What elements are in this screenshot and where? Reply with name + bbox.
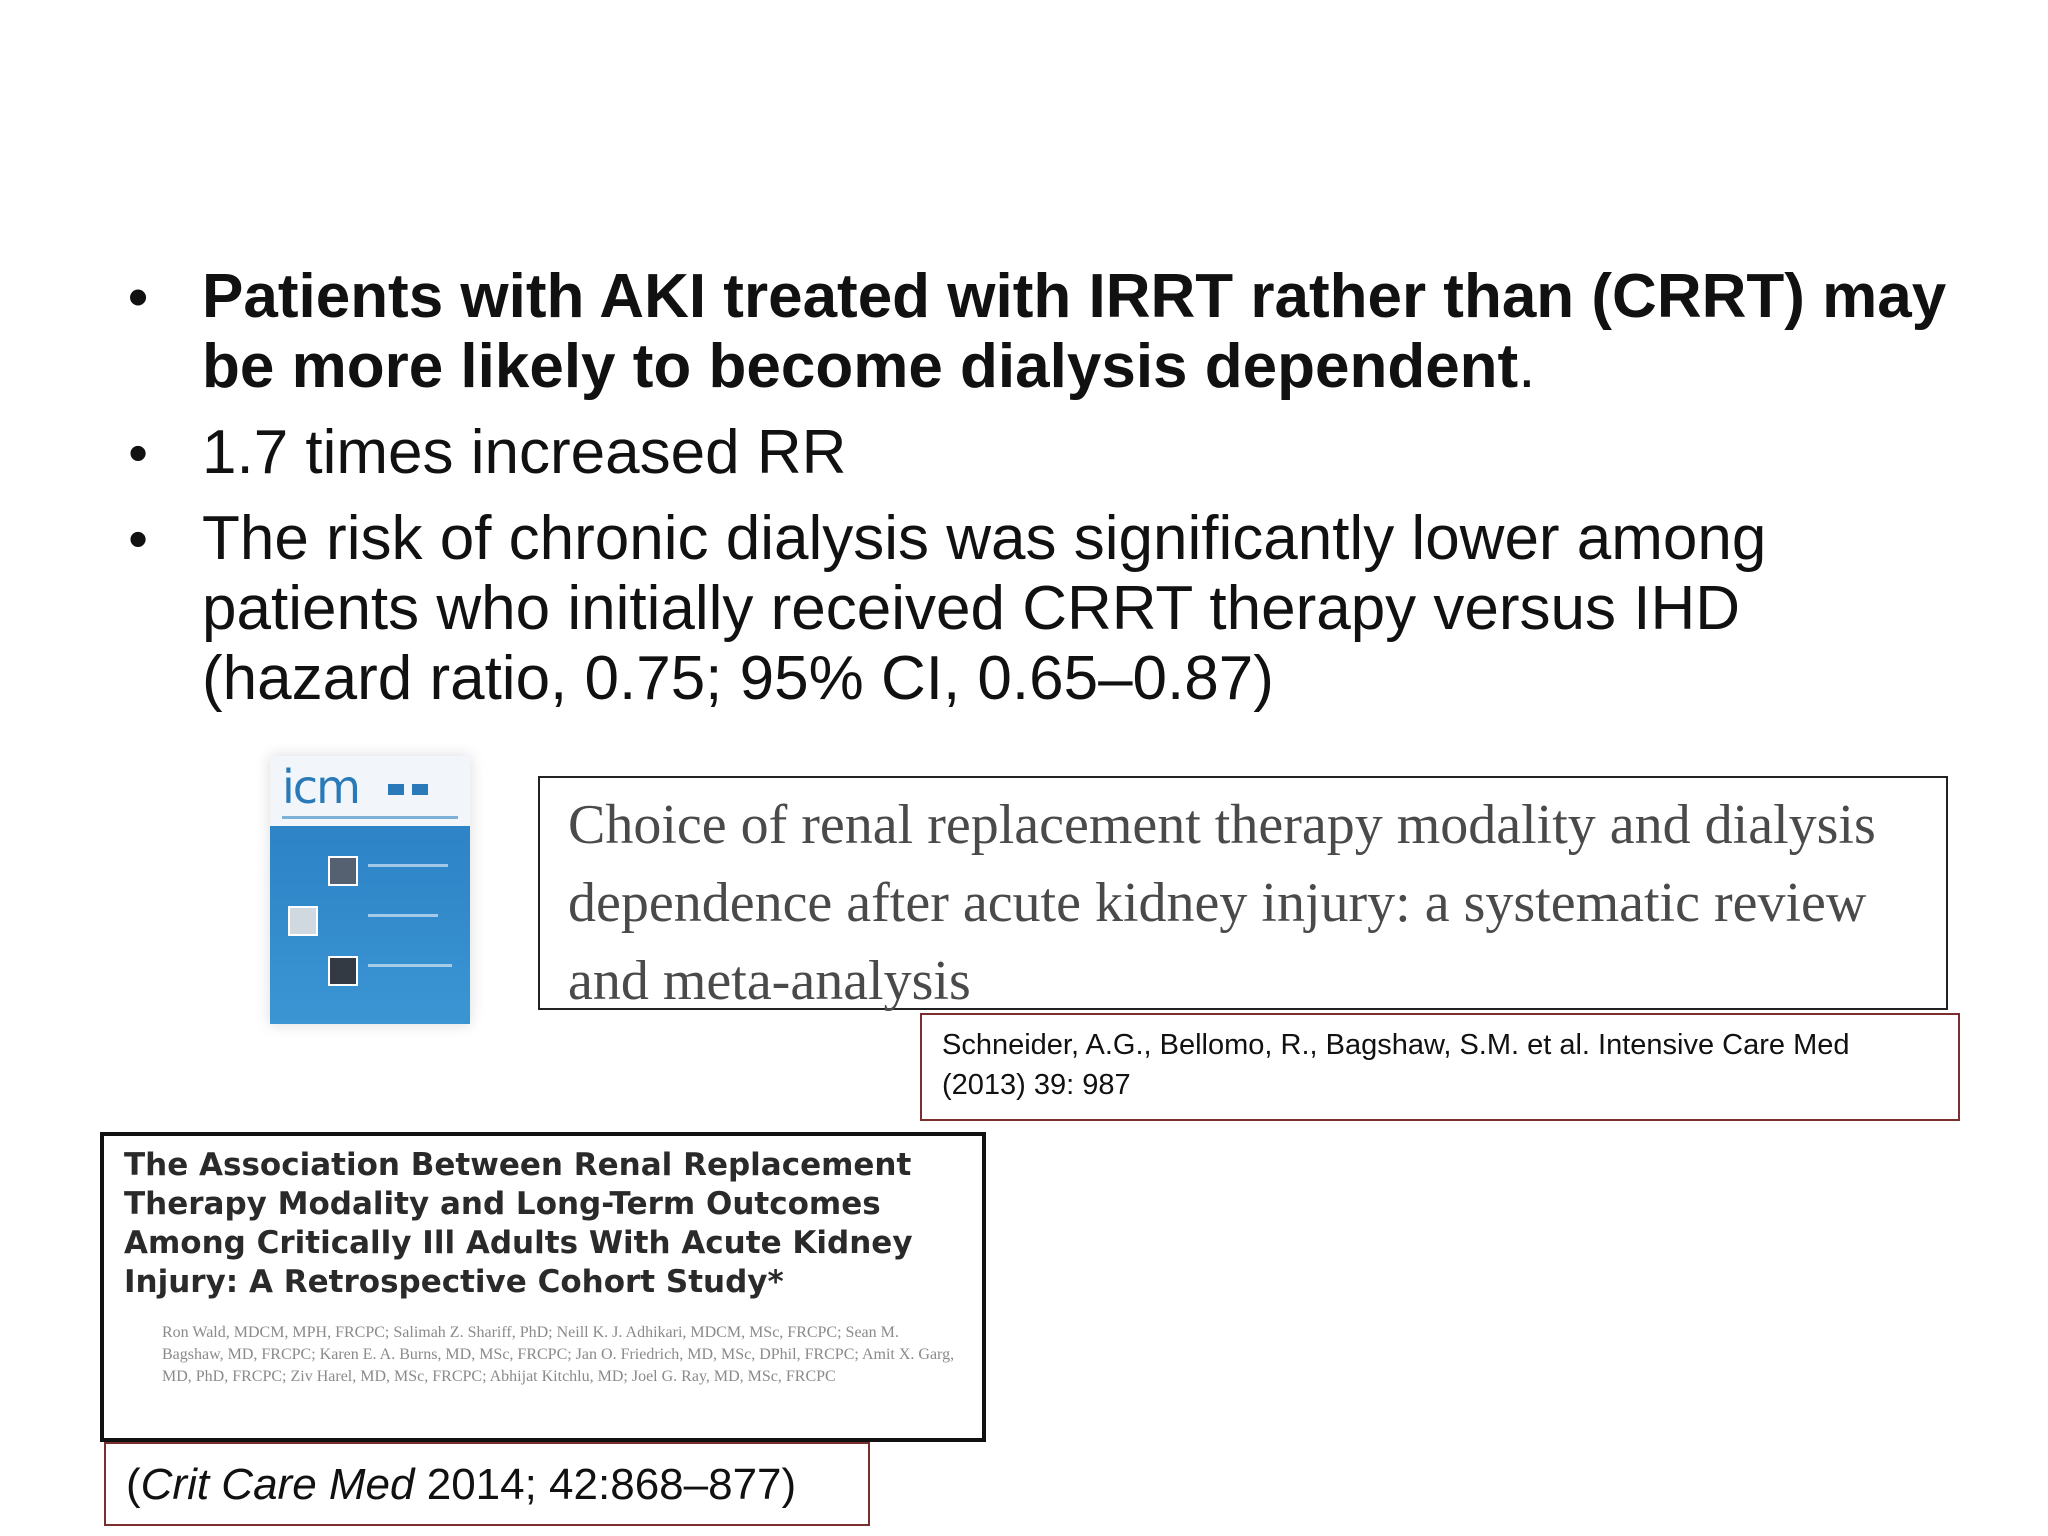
article-header-image [100, 1132, 986, 1442]
cover-text-line [368, 964, 452, 967]
bullet-period: . [1518, 332, 1536, 401]
cover-emblem [412, 784, 428, 795]
journal-logo: icm [282, 760, 359, 814]
bullet-item [118, 418, 1958, 488]
bullet-marker: • [128, 265, 148, 328]
citation-text: Schneider, A.G., Bellomo, R., Bagshaw, S.M. et al. Intensive Care Med (2013) 39: 987 [942, 1029, 1850, 1101]
bullet-text: 1.7 times increased RR [202, 418, 847, 487]
cover-thumbnail [328, 856, 358, 886]
bullet-marker: • [128, 421, 148, 484]
bullet-text: Patients with AKI treated with IRRT rather than (CRRT) may be more likely to become dialysis dependent [202, 262, 1947, 401]
article-title: Choice of renal replacement therapy modality and dialysis dependence after acute kidney injury: a systematic review and meta-analysis [568, 794, 1876, 1012]
bullet-marker: • [128, 507, 148, 570]
bullet-item [118, 504, 1958, 714]
cover-text-line [368, 914, 438, 917]
cover-text-line [368, 864, 448, 867]
citation-open: ( [126, 1460, 141, 1509]
cover-emblem [388, 784, 404, 795]
bullet-text: The risk of chronic dialysis was significantly lower among patients who initially received CRRT therapy versus IHD (hazard ratio, 0.75; 95% CI, 0.65–0.87) [202, 504, 1767, 713]
bullet-item [118, 262, 1958, 402]
author-list: Ron Wald, MDCM, MPH, FRCPC; Salimah Z. Shariff, PhD; Neill K. J. Adhikari, MDCM, MSc, FRCPC; Sean M. Bagshaw, MD, FRCPC; Karen E. A. Burns, MD, MSc, FRCPC; Jan O. Friedrich, MD, MSc, DPhil, FRCPC; Amit X. Garg, MD, PhD, FRCPC; Ziv Harel, MD, MSc, FRCPC; Abhijat Kitchlu, MD; Joel G. Ray, MD, MSc, FRCPC [162, 1324, 955, 1385]
citation-details: 2014; 42:868–877) [414, 1460, 797, 1509]
cover-subtitle-line [282, 816, 458, 819]
article-title: The Association Between Renal Replacement Therapy Modality and Long-Term Outcomes Among Critically Ill Adults With Acute Kidney Injury: A Retrospective Cohort Study* [124, 1147, 913, 1300]
citation-box [104, 1442, 870, 1526]
journal-cover-image [270, 756, 470, 1024]
cover-thumbnail [288, 906, 318, 936]
journal-name: Crit Care Med [140, 1460, 415, 1509]
bullet-list [118, 262, 1958, 730]
citation-box [920, 1013, 1960, 1121]
cover-thumbnail [328, 956, 358, 986]
cover-header [270, 756, 470, 826]
article-title-box [538, 776, 1948, 1010]
